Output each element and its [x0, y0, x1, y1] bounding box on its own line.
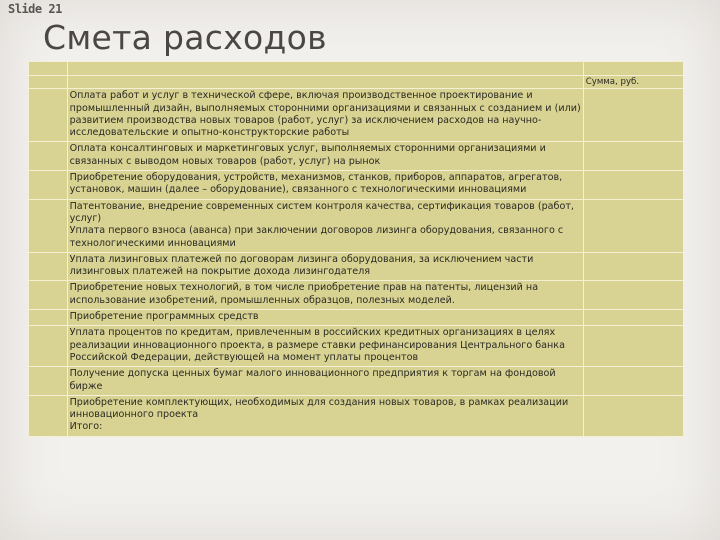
- table-cell: [29, 252, 68, 281]
- table-cell: [29, 310, 68, 326]
- expense-item-label: Приобретение комплектующих, необходимых для создания новых товаров, в рамках реализации инновационного проекта Итого:: [67, 395, 583, 436]
- table-cell: [583, 62, 683, 76]
- sum-column-header: Сумма, руб.: [583, 76, 683, 89]
- table-cell: [29, 62, 68, 76]
- slide-stamp: Slide 21: [8, 2, 62, 16]
- table-cell: [29, 171, 68, 200]
- table-cell: [29, 89, 68, 142]
- expense-amount-cell: [583, 367, 683, 396]
- table-cell: [29, 199, 68, 252]
- table-row: [29, 367, 684, 396]
- expense-amount-cell: [583, 142, 683, 171]
- expense-amount-cell: [583, 89, 683, 142]
- expense-amount-cell: [583, 395, 683, 436]
- expense-item-label: Оплата работ и услуг в технической сфере, включая производственное проектирование и промышленный дизайн, выполняемых сторонними организациями и связанных с созданием и (или) развитием производства новых товаров (работ, услуг) за исключением расходов на научно-исследовательские и опытно-конструкторские работы: [67, 89, 583, 142]
- table-row: [29, 199, 684, 252]
- expense-item-label: Оплата консалтинговых и маркетинговых услуг, выполняемых сторонними организациями и связанных с выводом новых товаров (работ, услуг) на рынок: [67, 142, 583, 171]
- table-row: [29, 252, 684, 281]
- table-cell: [29, 76, 68, 89]
- table-header-row: [29, 76, 684, 89]
- page-title: Смета расходов: [43, 18, 327, 57]
- expense-amount-cell: [583, 171, 683, 200]
- expense-item-label: Уплата лизинговых платежей по договорам лизинга оборудования, за исключением части лизинговых платежей на покрытие дохода лизингодателя: [67, 252, 583, 281]
- expense-amount-cell: [583, 199, 683, 252]
- expense-amount-cell: [583, 310, 683, 326]
- table-cell: [29, 367, 68, 396]
- expense-item-label: Патентование, внедрение современных систем контроля качества, сертификация товаров (работ, услуг) Уплата первого взноса (аванса) при заключении договоров лизинга оборудования, связанного с технологическими инновациями: [67, 199, 583, 252]
- table-row: [29, 395, 684, 436]
- table-row: [29, 281, 684, 310]
- expense-item-label: Получение допуска ценных бумаг малого инновационного предприятия к торгам на фондовой бирже: [67, 367, 583, 396]
- expense-table: [28, 61, 684, 437]
- expense-item-label: Приобретение программных средств: [67, 310, 583, 326]
- table-cell: [29, 395, 68, 436]
- expense-amount-cell: [583, 326, 683, 367]
- expense-amount-cell: [583, 252, 683, 281]
- table-row: [29, 310, 684, 326]
- expense-amount-cell: [583, 281, 683, 310]
- table-row: [29, 89, 684, 142]
- table-cell: [29, 326, 68, 367]
- table-cell: [29, 281, 68, 310]
- expense-rows: [29, 89, 684, 436]
- table-cell: [29, 142, 68, 171]
- table-row: [29, 142, 684, 171]
- table-row: [29, 171, 684, 200]
- table-header-row-empty: [29, 62, 684, 76]
- expense-item-label: Приобретение новых технологий, в том числе приобретение прав на патенты, лицензий на использование изобретений, промышленных образцов, полезных моделей.: [67, 281, 583, 310]
- table-row: [29, 326, 684, 367]
- expense-item-label: Приобретение оборудования, устройств, механизмов, станков, приборов, аппаратов, агрегатов, установок, машин (далее – оборудование), связанного с технологическими инновациями: [67, 171, 583, 200]
- table-cell: [67, 76, 583, 89]
- table-cell: [67, 62, 583, 76]
- expense-item-label: Уплата процентов по кредитам, привлеченным в российских кредитных организациях в целях реализации инновационного проекта, в размере ставки рефинансирования Центрального банка Российской Федерации, действующей на момент уплаты процентов: [67, 326, 583, 367]
